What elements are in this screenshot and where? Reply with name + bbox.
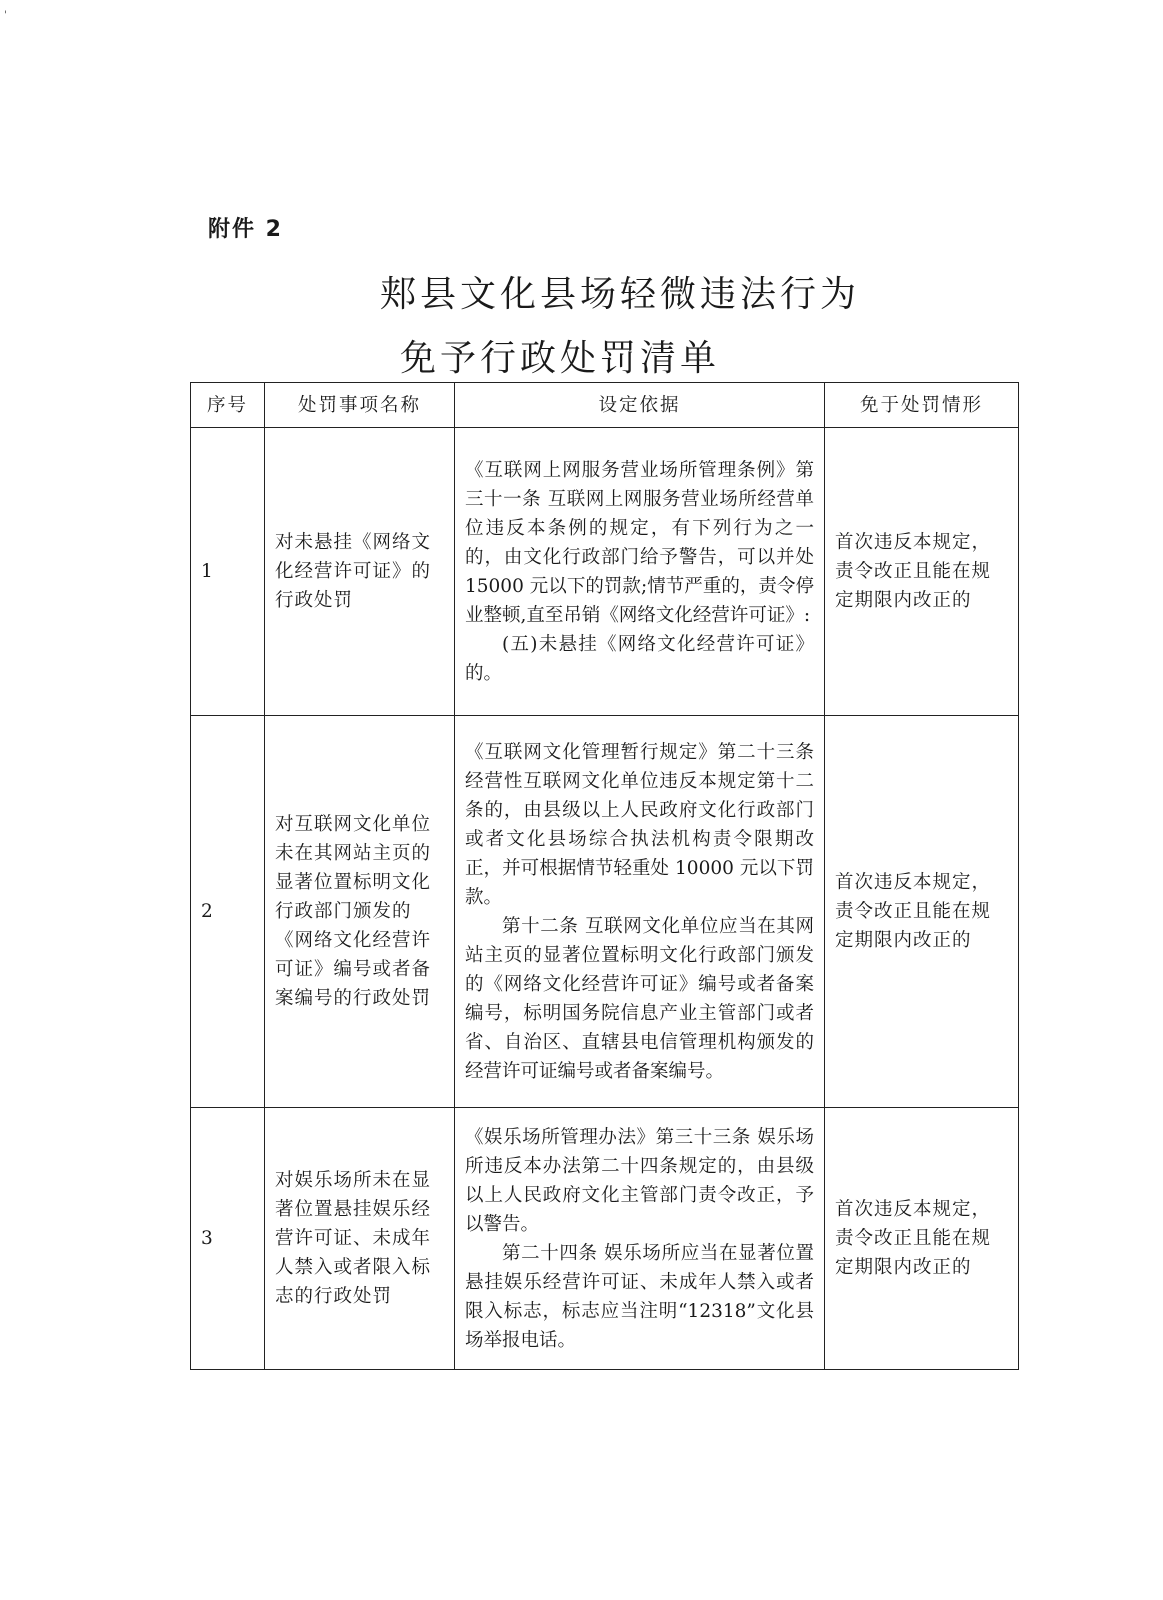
- legal-basis-paragraph: 《互联网上网服务营业场所管理条例》第三十一条 互联网上网服务营业场所经营单位违反本条例的规定，有下列行为之一的，由文化行政部门给予警告，可以并处 15000 元以下的罚款;情节严重的，责令停业整顿,直至吊销《网络文化经营许可证》:: [465, 459, 814, 626]
- header-serial-number: 序号: [191, 383, 265, 428]
- table-header-row: [191, 383, 1019, 428]
- table-row: [191, 1108, 1019, 1370]
- table-row: [191, 428, 1019, 716]
- row-penalty-item-name: 对娱乐场所未在显著位置悬挂娱乐经营许可证、未成年人禁入或者限入标志的行政处罚: [265, 1108, 455, 1370]
- penalty-exemption-table: [190, 382, 1019, 1370]
- legal-basis-paragraph: 《娱乐场所管理办法》第三十三条 娱乐场所违反本办法第二十四条规定的，由县级以上人民政府文化主管部门责令改正，予以警告。: [465, 1126, 814, 1235]
- row-penalty-item-name: 对未悬挂《网络文化经营许可证》的行政处罚: [265, 428, 455, 716]
- row-serial-number: 1: [191, 428, 265, 716]
- header-penalty-item-name: 处罚事项名称: [265, 383, 455, 428]
- legal-basis-paragraph: (五)未悬挂《网络文化经营许可证》的。: [465, 633, 814, 684]
- legal-basis-paragraph: 第十二条 互联网文化单位应当在其网站主页的显著位置标明文化行政部门颁发的《网络文化经营许可证》编号或者备案编号，标明国务院信息产业主管部门或者省、自治区、直辖县电信管理机构颁发的经营许可证编号或者备案编号。: [465, 915, 814, 1082]
- row-exemption-condition: 首次违反本规定，责令改正且能在规定期限内改正的: [825, 428, 1019, 716]
- row-exemption-condition: 首次违反本规定，责令改正且能在规定期限内改正的: [825, 1108, 1019, 1370]
- table-row: [191, 716, 1019, 1108]
- attachment-label: 附件 2: [208, 217, 283, 242]
- document-title-line1: 郏县文化县场轻微违法行为: [379, 274, 860, 315]
- row-penalty-item-name: 对互联网文化单位未在其网站主页的显著位置标明文化行政部门颁发的《网络文化经营许可证》编号或者备案编号的行政处罚: [265, 716, 455, 1108]
- row-legal-basis: [455, 428, 825, 716]
- legal-basis-paragraph: 第二十四条 娱乐场所应当在显著位置悬挂娱乐经营许可证、未成年人禁入或者限入标志，标志应当注明“12318”文化县场举报电话。: [465, 1242, 814, 1351]
- row-serial-number: 3: [191, 1108, 265, 1370]
- row-exemption-condition: 首次违反本规定，责令改正且能在规定期限内改正的: [825, 716, 1019, 1108]
- legal-basis-paragraph: 《互联网文化管理暂行规定》第二十三条 经营性互联网文化单位违反本规定第十二条的，由县级以上人民政府文化行政部门或者文化县场综合执法机构责令限期改正，并可根据情节轻重处 10000 元以下罚款。: [465, 741, 814, 908]
- document-title-line2: 免予行政处罚清单: [399, 338, 720, 379]
- header-exemption-condition: 免于处罚情形: [825, 383, 1019, 428]
- row-legal-basis: [455, 1108, 825, 1370]
- header-legal-basis: 设定依据: [455, 383, 825, 428]
- row-serial-number: 2: [191, 716, 265, 1108]
- row-legal-basis: [455, 716, 825, 1108]
- scan-corner-mark: ': [4, 10, 7, 21]
